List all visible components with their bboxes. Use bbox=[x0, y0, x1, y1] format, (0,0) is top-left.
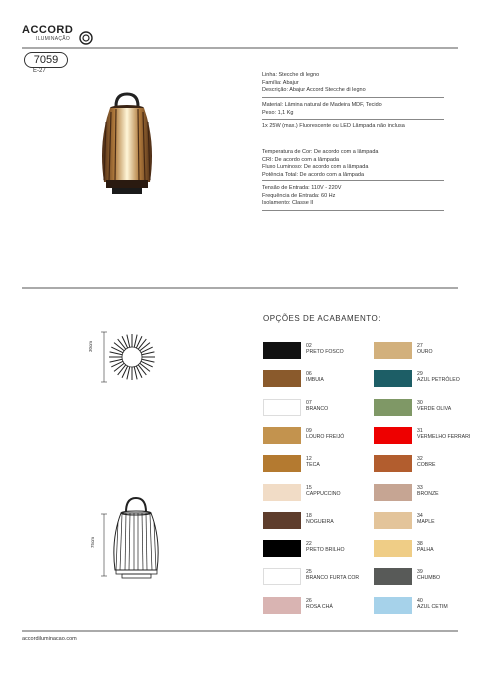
footer-divider bbox=[22, 630, 458, 632]
finish-label bbox=[417, 541, 477, 553]
finish-swatch bbox=[374, 512, 412, 529]
finish-name: BRANCO bbox=[306, 405, 329, 412]
finish-code: 02 bbox=[306, 343, 312, 349]
finish-label bbox=[306, 343, 366, 355]
finish-label bbox=[306, 598, 366, 610]
finish-code: 26 bbox=[306, 597, 312, 604]
spec-block-4 bbox=[262, 149, 378, 179]
lamp-photo bbox=[92, 92, 162, 204]
spec-block-1 bbox=[262, 72, 366, 95]
finish-label bbox=[306, 569, 366, 581]
finish-swatch bbox=[263, 540, 301, 557]
finish-swatch bbox=[263, 342, 301, 359]
finishes-title: OPÇÕES DE ACABAMENTO: bbox=[263, 314, 381, 323]
finish-code: 27 bbox=[417, 343, 423, 349]
finish-swatch bbox=[263, 370, 301, 387]
finish-swatch bbox=[374, 484, 412, 501]
finish-label bbox=[417, 569, 477, 581]
spec-divider bbox=[262, 180, 444, 181]
finish-code: 18 bbox=[306, 512, 312, 519]
finish-code: 34 bbox=[417, 512, 423, 519]
finish-code: 32 bbox=[417, 456, 423, 463]
finish-swatch bbox=[374, 370, 412, 387]
finish-label bbox=[306, 400, 366, 412]
finish-swatch bbox=[374, 455, 412, 472]
finish-name: NOGUEIRA bbox=[306, 518, 334, 525]
finish-name: PRETO BRILHO bbox=[306, 547, 345, 554]
finish-swatch bbox=[374, 427, 412, 444]
finish-code: 40 bbox=[417, 597, 423, 604]
finish-swatch bbox=[374, 597, 412, 614]
finish-label bbox=[306, 371, 366, 383]
finish-name: IMBUIA bbox=[306, 377, 324, 384]
spec-line: 1x 25W (max.) Fluorescente ou LED Lâmpada não inclusa bbox=[262, 123, 405, 129]
finish-code: 39 bbox=[417, 569, 423, 576]
spec-line: Descrição: Abajur Accord Stecche di legno bbox=[262, 87, 366, 93]
finish-name: VERDE OLIVA bbox=[417, 405, 452, 412]
finish-swatch bbox=[263, 484, 301, 501]
finish-name: ROSA CHÁ bbox=[306, 603, 333, 610]
spec-line: Peso: 1,1 Kg bbox=[262, 109, 294, 116]
finish-swatch bbox=[263, 568, 301, 585]
finish-label bbox=[306, 541, 366, 553]
footer-url: accordiluminacao.com bbox=[22, 636, 77, 642]
finish-code: 09 bbox=[306, 427, 312, 434]
finish-name: PRETO FOSCO bbox=[306, 349, 344, 355]
finish-swatch bbox=[263, 455, 301, 472]
spec-line: Família: Abajur bbox=[262, 79, 299, 86]
finish-name: LOURO FREIJÓ bbox=[306, 433, 345, 440]
finish-code: 07 bbox=[306, 399, 312, 406]
spec-line: Linha: Stecche di legno bbox=[262, 72, 320, 78]
finish-label bbox=[417, 343, 477, 355]
product-code: 7059 bbox=[24, 52, 68, 68]
brand-name: ACCORD bbox=[22, 24, 74, 36]
finish-name: CAPPUCCINO bbox=[306, 490, 341, 497]
finish-swatch bbox=[263, 399, 301, 416]
top-diameter-label: 30cm bbox=[88, 340, 93, 352]
spec-divider bbox=[262, 119, 444, 120]
header-divider bbox=[22, 47, 458, 49]
spec-line: Isolamento: Classe II bbox=[262, 200, 314, 206]
finish-code: 29 bbox=[417, 371, 423, 378]
product-socket: E-27 bbox=[33, 68, 46, 74]
finish-code: 31 bbox=[417, 427, 423, 434]
finish-swatch bbox=[374, 342, 412, 359]
finish-name: VERMELHO FERRARI bbox=[417, 433, 471, 440]
finish-name: PALHA bbox=[417, 547, 434, 554]
spec-block-5 bbox=[262, 185, 341, 208]
spec-block-2 bbox=[262, 102, 382, 117]
swirl-icon bbox=[78, 30, 94, 46]
side-view-drawing bbox=[96, 494, 166, 584]
finish-name: BRONZE bbox=[417, 490, 439, 497]
finish-name: AZUL PETRÓLEO bbox=[417, 377, 460, 384]
spec-line: Tensão de Entrada: 110V - 220V bbox=[262, 185, 342, 191]
spec-divider bbox=[262, 97, 444, 98]
height-label: 75cm bbox=[90, 536, 95, 548]
finish-label bbox=[417, 371, 477, 383]
finish-name: OURO bbox=[417, 349, 433, 355]
spec-block-3 bbox=[262, 123, 405, 131]
finish-code: 38 bbox=[417, 541, 423, 548]
finish-code: 15 bbox=[306, 484, 312, 491]
finish-swatch bbox=[263, 427, 301, 444]
finish-name: BRANCO FURTA COR bbox=[306, 575, 360, 582]
spec-line: CRI: De acordo com a lâmpada bbox=[262, 156, 340, 163]
finish-swatch bbox=[374, 399, 412, 416]
finish-swatch bbox=[374, 568, 412, 585]
finish-swatch bbox=[374, 540, 412, 557]
finish-name: COBRE bbox=[417, 462, 436, 469]
section-divider bbox=[22, 287, 458, 289]
finish-name: AZUL CETIM bbox=[417, 603, 448, 610]
finish-name: CHUMBO bbox=[417, 575, 441, 582]
spec-line: Potência Total: De acordo com a lâmpada bbox=[262, 171, 365, 178]
spec-line: Fluxo Luminoso: De acordo com a lâmpada bbox=[262, 164, 369, 170]
finish-label bbox=[306, 456, 366, 468]
finish-label bbox=[417, 598, 477, 610]
finish-code: 22 bbox=[306, 541, 312, 548]
spec-divider bbox=[262, 210, 444, 211]
finish-swatch bbox=[263, 512, 301, 529]
finish-label bbox=[417, 456, 477, 468]
brand-sub: ILUMINAÇÃO bbox=[36, 36, 71, 42]
spec-line: Frequência de Entrada: 60 Hz bbox=[262, 192, 336, 199]
finish-name: MAPLE bbox=[417, 518, 435, 525]
finish-code: 12 bbox=[306, 456, 312, 463]
spec-line: Temperatura de Cor: De acordo com a lâmpada bbox=[262, 149, 379, 155]
finish-swatch bbox=[263, 597, 301, 614]
finish-label bbox=[417, 485, 477, 497]
finish-label bbox=[417, 400, 477, 412]
finish-code: 25 bbox=[306, 569, 312, 576]
finish-label bbox=[417, 428, 477, 440]
finish-code: 33 bbox=[417, 484, 423, 491]
finish-label bbox=[306, 485, 366, 497]
finish-code: 30 bbox=[417, 399, 423, 406]
finish-label bbox=[306, 513, 366, 525]
finish-name: TECA bbox=[306, 462, 320, 469]
finish-code: 06 bbox=[306, 371, 312, 378]
finish-label bbox=[417, 513, 477, 525]
top-view-drawing bbox=[94, 326, 158, 388]
spec-line: Material: Lâmina natural de Madeira MDF, Tecido bbox=[262, 102, 382, 108]
finish-label bbox=[306, 428, 366, 440]
